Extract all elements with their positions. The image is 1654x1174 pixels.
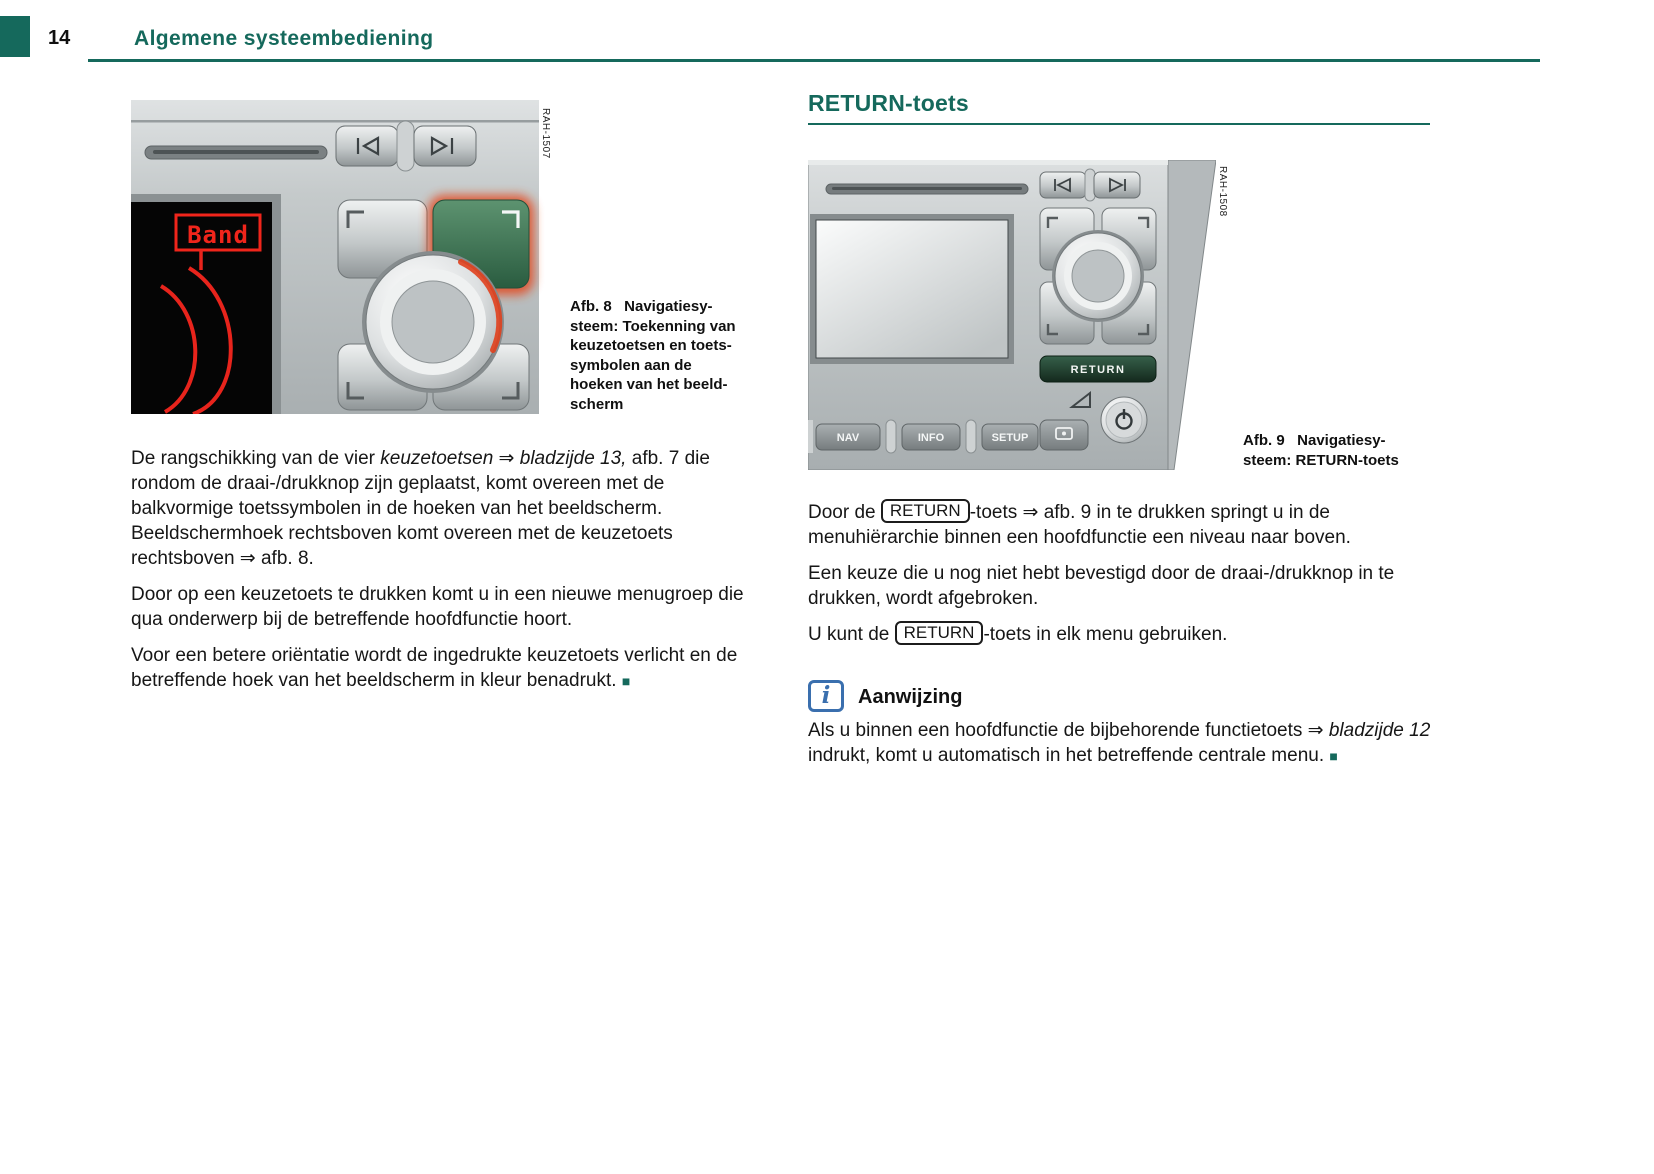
paragraph	[808, 622, 1438, 647]
cd-slot-opening	[832, 187, 1022, 190]
info-button-label: INFO	[917, 432, 945, 444]
rotary-knob	[362, 251, 504, 393]
figure-ref-code: RAH-1507	[540, 108, 551, 159]
return-key-label: RETURN	[895, 621, 984, 645]
note-heading: Aanwijzing	[858, 686, 963, 708]
section-end-marker: ■	[621, 673, 631, 689]
radio-side-face	[1168, 160, 1216, 470]
note-text	[808, 718, 1438, 769]
figure-8-illustration	[131, 100, 555, 414]
text-run: De rangschikking van de vier	[131, 448, 381, 469]
next-track-button	[414, 126, 476, 166]
text-run-italic: keuzetoetsen	[380, 448, 494, 469]
paragraph	[131, 643, 759, 694]
figure-ref-code: RAH-1508	[1217, 166, 1228, 217]
panel-hinge	[966, 420, 976, 453]
info-button	[902, 424, 960, 450]
figure-9-illustration	[808, 160, 1232, 470]
caption-line: Afb. 9 Navigatiesy-	[1243, 432, 1386, 449]
setup-button-label: SETUP	[991, 432, 1029, 444]
panel-top-highlight	[808, 160, 1168, 165]
paragraph	[808, 500, 1438, 550]
left-column-text	[131, 446, 759, 705]
text-run: U kunt de	[808, 624, 895, 645]
figure-8-caption	[570, 297, 775, 414]
caption-line: steem: RETURN-toets	[1243, 451, 1399, 469]
text-run: Door de	[808, 502, 881, 523]
text-run: indrukt, komt u automatisch in het betreffende centrale menu.	[808, 745, 1330, 766]
caption-line: Afb. 8 Navigatiesy-	[570, 298, 713, 315]
rotary-knob	[1052, 230, 1144, 322]
text-run-italic: bladzijde 13,	[519, 448, 627, 469]
header-rule	[88, 59, 1540, 62]
power-button	[1101, 397, 1147, 443]
caption-line: symbolen aan de	[570, 356, 692, 374]
band-indicator	[176, 215, 260, 250]
nav-button-label: NAV	[836, 432, 860, 444]
setup-button	[982, 424, 1038, 450]
prev-track-button	[1040, 172, 1086, 198]
right-column-text	[808, 500, 1438, 658]
display-toggle-button	[1040, 420, 1088, 450]
page-title: Algemene systeembediening	[134, 27, 434, 50]
display-screen	[816, 220, 1008, 358]
page-number: 14	[48, 27, 71, 49]
text-run: afb. 7 die rondom de draai-/drukknop zijn geplaatst, komt overeen met de balkvormige toetssymbolen in de hoeken van het beeldscherm. Beeldschermhoek rechtsboven komt overeen met de keuzetoets rechtsboven ⇒ afb. 8.	[131, 448, 710, 569]
panel-hinge	[808, 420, 813, 453]
text-run: -toets ⇒ afb. 9 in te drukken springt u in de menuhiërarchie binnen een hoofdfunctie een niveau naar boven.	[808, 502, 1351, 548]
next-track-button	[1094, 172, 1140, 198]
caption-line: hoeken van het beeld-	[570, 376, 728, 393]
figure-9-caption	[1243, 431, 1448, 470]
return-key-label: RETURN	[881, 499, 970, 523]
section-end-marker: ■	[1329, 748, 1338, 764]
paragraph	[808, 561, 1438, 611]
caption-line: scherm	[570, 395, 624, 413]
caption-line: steem: Toekenning van	[570, 317, 736, 335]
text-run: Een keuze die u nog niet hebt bevestigd door de draai-/drukknop in te drukken, wordt afgebroken.	[808, 563, 1395, 609]
paragraph	[131, 446, 759, 571]
text-run: -toets in elk menu gebruiken.	[983, 624, 1228, 645]
nav-button	[816, 424, 880, 450]
text-run: Voor een betere oriëntatie wordt de ingedrukte keuzetoets verlicht en de betreffende hoek van het beeldscherm in kleur benadrukt.	[131, 645, 738, 691]
caption-line: keuzetoetsen en toets-	[570, 337, 732, 354]
info-note-icon	[808, 680, 844, 712]
panel-groove	[131, 120, 539, 123]
section-title: RETURN-toets	[808, 90, 969, 116]
panel-hinge	[397, 121, 414, 171]
text-run: Als u binnen een hoofdfunctie de bijbehorende functietoets ⇒	[808, 720, 1329, 741]
section-rule	[808, 123, 1430, 125]
return-button-label: RETURN	[1070, 364, 1126, 376]
paragraph	[131, 582, 759, 632]
prev-track-button	[336, 126, 398, 166]
band-label: Band	[187, 221, 249, 249]
page-corner-block	[0, 16, 30, 57]
text-run: ⇒	[493, 448, 520, 469]
cd-slot-opening	[153, 150, 319, 154]
info-glyph: i	[821, 682, 831, 709]
return-button	[1040, 356, 1156, 382]
text-run: Door op een keuzetoets te drukken komt u in een nieuwe menugroep die qua onderwerp bij de betreffende hoofdfunctie hoort.	[131, 584, 744, 630]
panel-hinge	[886, 420, 896, 453]
text-run-italic: bladzijde 12	[1328, 720, 1431, 741]
